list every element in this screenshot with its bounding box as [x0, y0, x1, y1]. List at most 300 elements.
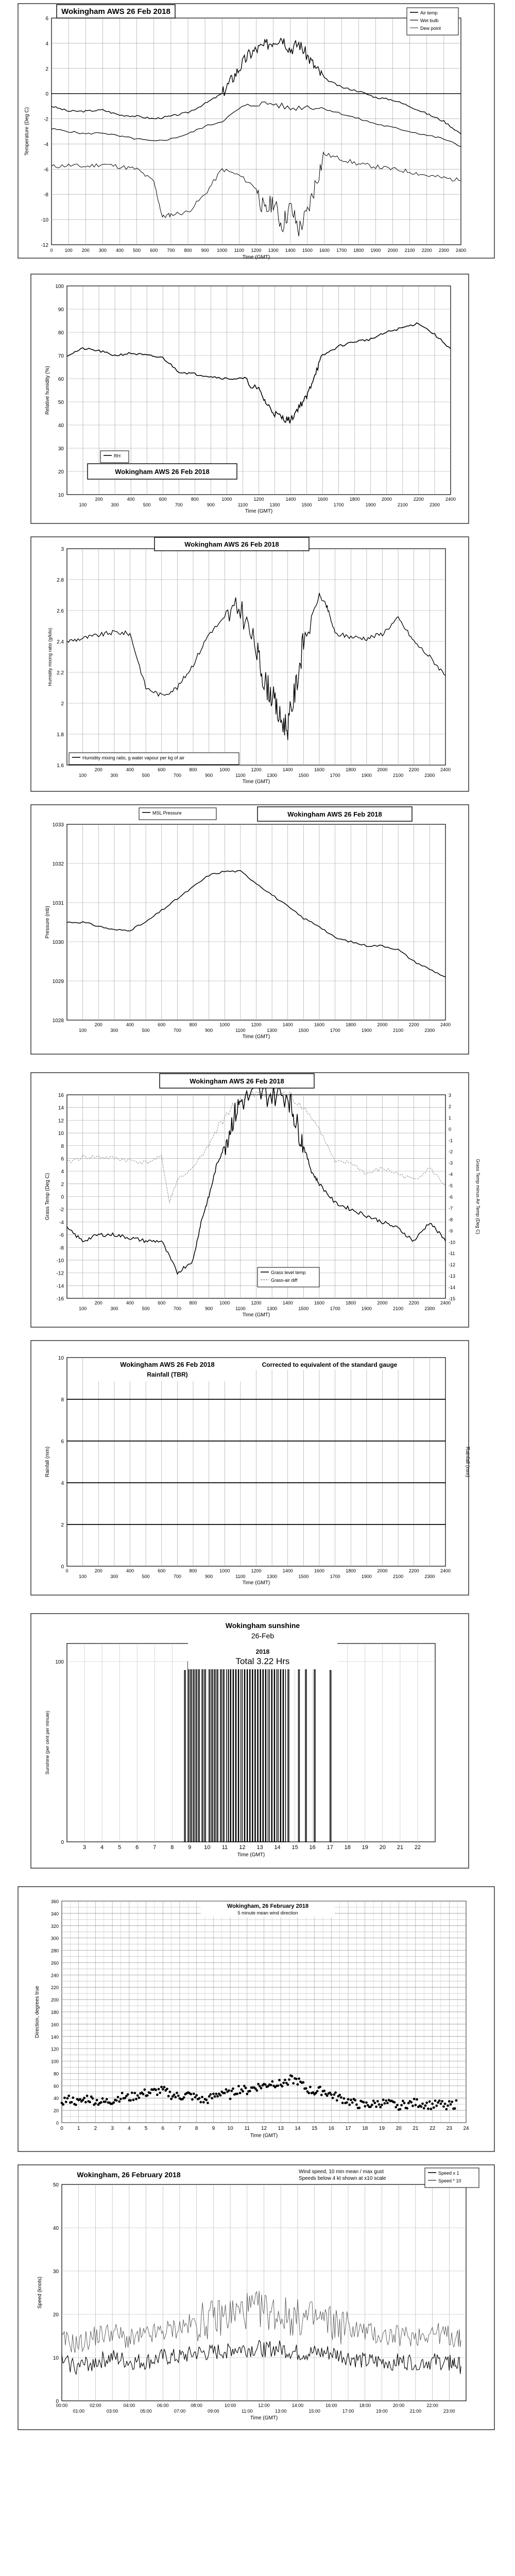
- direction-point: [373, 2102, 376, 2104]
- direction-point: [249, 2090, 251, 2092]
- y2-tick-label: -14: [449, 1285, 456, 1291]
- direction-point: [425, 2102, 428, 2104]
- x-tick-label: 2000: [381, 497, 392, 502]
- direction-point: [79, 2098, 81, 2100]
- x-tick-label: 02:00: [90, 2403, 101, 2408]
- x-tick-label: 2200: [421, 248, 432, 253]
- x-axis-label: Time (GMT): [242, 1580, 270, 1586]
- direction-point: [225, 2088, 228, 2091]
- x-tick-label: 400: [115, 248, 124, 253]
- y-tick-label: 8: [61, 1143, 64, 1149]
- x-tick-label: 1800: [346, 767, 356, 772]
- direction-point: [71, 2101, 73, 2104]
- chart-title: Wokingham AWS 26 Feb 2018: [120, 1361, 215, 1368]
- direction-point: [330, 2093, 333, 2096]
- chart-panel-4: [0, 804, 515, 1056]
- y-tick-label: 3: [61, 547, 64, 552]
- x-tick-label: 2300: [424, 1574, 435, 1579]
- direction-point: [159, 2092, 161, 2094]
- y-tick-label: 0: [56, 2121, 59, 2126]
- y-axis-label: Pressure (mb): [45, 906, 50, 939]
- x-tick-label: 2200: [408, 1300, 419, 1306]
- y2-tick-label: -10: [449, 1240, 456, 1245]
- x-tick-label: 1700: [336, 248, 347, 253]
- x-tick-label: 20: [379, 1844, 386, 1851]
- y-tick-label: 50: [58, 400, 64, 405]
- direction-point: [277, 2084, 279, 2087]
- y-tick-label: 2: [61, 1181, 64, 1188]
- direction-point: [451, 2100, 453, 2103]
- x-tick-label: 7: [153, 1844, 157, 1851]
- y-tick-label: 16: [58, 1093, 64, 1098]
- direction-point: [101, 2097, 104, 2100]
- x-tick-label: 1800: [353, 248, 364, 253]
- direction-point: [210, 2093, 212, 2096]
- chart-subtitle: 5 minute mean wind direction: [237, 1910, 298, 1916]
- direction-point: [295, 2078, 298, 2080]
- y-tick-label: 10: [58, 493, 64, 498]
- x-tick-label: 2: [94, 2126, 97, 2131]
- x-tick-label: 3: [82, 1844, 87, 1851]
- y-tick-label: 2.6: [57, 608, 64, 614]
- y-tick-label: 100: [50, 2059, 59, 2064]
- direction-point: [433, 2106, 435, 2109]
- x-tick-label: 20:00: [392, 2403, 405, 2408]
- y2-tick-label: 2: [449, 1104, 452, 1109]
- x-tick-label: 23: [446, 2126, 452, 2131]
- x-tick-label: 200: [94, 1568, 102, 1573]
- x-tick-label: 1300: [269, 502, 280, 507]
- direction-point: [239, 2092, 242, 2094]
- x-tick-label: 2300: [438, 248, 449, 253]
- direction-point: [62, 2103, 64, 2106]
- direction-point: [176, 2092, 178, 2094]
- y-tick-label: 200: [50, 1997, 59, 2003]
- x-tick-label: 1200: [251, 248, 262, 253]
- chart-subtitle: Wind speed, 10 min mean / max gust: [299, 2169, 384, 2175]
- x-tick-label: 1000: [221, 497, 232, 502]
- x-axis-label: Time (GMT): [242, 1312, 270, 1318]
- x-tick-label: 04:00: [123, 2403, 135, 2408]
- x-tick-label: 06:00: [157, 2403, 169, 2408]
- x-tick-label: 9: [212, 2126, 215, 2131]
- x-tick-label: 21:00: [409, 2409, 422, 2414]
- direction-point: [183, 2096, 185, 2099]
- chart-note: Speeds below 4 kt shown at x10 scale: [299, 2176, 386, 2181]
- direction-point: [149, 2092, 151, 2094]
- x-tick-label: 1000: [219, 767, 230, 772]
- x-tick-label: 400: [126, 1022, 134, 1027]
- y2-tick-label: -11: [449, 1251, 455, 1257]
- direction-point: [243, 2084, 246, 2087]
- y-tick-label: 70: [58, 353, 64, 359]
- chart-panel-8: [0, 1886, 515, 2154]
- legend-label: Grass-air diff: [271, 1278, 298, 1283]
- y-tick-label: 1032: [52, 861, 64, 867]
- x-tick-label: 300: [110, 1306, 118, 1311]
- direction-point: [136, 2094, 139, 2097]
- direction-point: [260, 2087, 263, 2090]
- x-tick-label: 03:00: [106, 2409, 118, 2414]
- y-tick-label: -4: [44, 142, 48, 148]
- direction-point: [216, 2095, 219, 2097]
- x-tick-label: 100: [79, 1028, 87, 1033]
- y-tick-label: 1029: [52, 979, 64, 985]
- x-tick-label: 200: [94, 767, 102, 772]
- y-tick-label: -12: [56, 1270, 64, 1277]
- chart-total: Total 3.22 Hrs: [235, 1656, 290, 1666]
- y-tick-label: 2: [61, 1522, 64, 1528]
- y-tick-label: 6: [45, 16, 48, 22]
- direction-point: [271, 2080, 273, 2083]
- x-tick-label: 1100: [235, 1306, 246, 1311]
- legend-label: RH: [114, 453, 121, 459]
- legend-label: Speed * 10: [438, 2178, 461, 2183]
- y-tick-label: 300: [50, 1936, 59, 1941]
- x-tick-label: 0: [65, 1568, 68, 1573]
- direction-point: [385, 2099, 387, 2102]
- chart-title: Wokingham AWS 26 Feb 2018: [115, 468, 210, 476]
- y-tick-label: 4: [45, 41, 48, 47]
- x-tick-label: 18:00: [359, 2403, 371, 2408]
- x-tick-label: 700: [175, 502, 183, 507]
- y-tick-label: 1.8: [57, 732, 64, 738]
- chart-svg-6: [0, 1340, 515, 1597]
- x-tick-label: 9: [188, 1844, 192, 1851]
- x-tick-label: 600: [158, 1568, 166, 1573]
- x-tick-label: 22: [430, 2126, 436, 2131]
- direction-point: [156, 2094, 159, 2096]
- x-tick-label: 12: [261, 2126, 267, 2131]
- x-tick-label: 1800: [349, 497, 360, 502]
- direction-point: [160, 2086, 163, 2088]
- direction-point: [384, 2102, 386, 2105]
- y2-tick-label: -15: [449, 1296, 456, 1301]
- direction-point: [334, 2091, 337, 2094]
- x-tick-label: 1100: [235, 773, 246, 778]
- y2-tick-label: -3: [449, 1160, 453, 1166]
- x-tick-label: 1900: [361, 773, 372, 778]
- direction-point: [199, 2101, 202, 2104]
- x-tick-label: 1300: [267, 1574, 278, 1579]
- direction-point: [358, 2107, 360, 2109]
- direction-point: [423, 2107, 425, 2110]
- x-tick-label: 01:00: [73, 2409, 84, 2414]
- legend-label: Speed x 1: [438, 2171, 459, 2176]
- y2-tick-label: -2: [449, 1149, 453, 1155]
- direction-point: [413, 2098, 416, 2100]
- y-tick-label: 20: [58, 469, 64, 475]
- direction-point: [416, 2098, 418, 2101]
- direction-point: [350, 2099, 352, 2102]
- x-tick-label: 700: [167, 248, 175, 253]
- chart-svg-5: [0, 1072, 515, 1329]
- direction-point: [72, 2096, 74, 2099]
- y-tick-label: 2.4: [57, 639, 64, 645]
- x-tick-label: 500: [142, 1306, 150, 1311]
- x-tick-label: 1600: [314, 767, 325, 772]
- direction-point: [284, 2079, 286, 2081]
- x-tick-label: 300: [111, 502, 119, 507]
- direction-point: [236, 2093, 238, 2095]
- direction-point: [255, 2089, 258, 2092]
- direction-point: [191, 2098, 194, 2101]
- direction-point: [319, 2086, 321, 2088]
- x-axis-label: Time (GMT): [242, 1034, 270, 1040]
- x-tick-label: 2100: [393, 1306, 404, 1311]
- direction-point: [292, 2082, 295, 2084]
- x-tick-label: 1000: [219, 1022, 230, 1027]
- x-tick-label: 22:00: [426, 2403, 438, 2408]
- direction-point: [112, 2101, 115, 2104]
- direction-point: [375, 2106, 377, 2108]
- x-tick-label: 1800: [346, 1300, 356, 1306]
- y-tick-label: 1031: [52, 901, 64, 906]
- direction-point: [342, 2097, 345, 2100]
- x-tick-label: 05:00: [140, 2409, 152, 2414]
- legend-label: Dew point: [420, 26, 441, 31]
- x-tick-label: 900: [207, 502, 215, 507]
- x-tick-label: 1200: [253, 497, 264, 502]
- x-tick-label: 8: [195, 2126, 198, 2131]
- x-tick-label: 23:00: [443, 2409, 455, 2414]
- direction-point: [351, 2102, 354, 2104]
- x-tick-label: 2400: [440, 1300, 451, 1306]
- direction-point: [264, 2083, 267, 2086]
- x-tick-label: 24: [463, 2126, 469, 2131]
- direction-point: [298, 2077, 300, 2080]
- y-tick-label: 20: [53, 2108, 59, 2114]
- x-tick-label: 800: [189, 1022, 197, 1027]
- x-tick-label: 1500: [301, 502, 312, 507]
- y2-tick-label: 0: [449, 1126, 452, 1132]
- direction-point: [338, 2094, 341, 2096]
- x-tick-label: 2000: [377, 1300, 388, 1306]
- direction-point: [237, 2085, 240, 2088]
- direction-point: [326, 2094, 329, 2097]
- y-tick-label: 0: [61, 1564, 64, 1570]
- x-tick-label: 4: [100, 1844, 104, 1851]
- direction-point: [427, 2108, 430, 2110]
- y-tick-label: -10: [41, 217, 48, 224]
- x-tick-label: 2000: [377, 1568, 388, 1573]
- x-tick-label: 1700: [330, 1028, 340, 1033]
- x-tick-label: 1600: [314, 1022, 325, 1027]
- chart-title: Wokingham, 26 February 2018: [227, 1903, 309, 1909]
- x-tick-label: 2100: [393, 773, 404, 778]
- chart-subtitle: 26-Feb: [251, 1632, 274, 1640]
- direction-point: [246, 2093, 248, 2095]
- y-tick-label: -8: [59, 1245, 64, 1251]
- direction-point: [142, 2093, 145, 2095]
- x-tick-label: 1700: [333, 502, 344, 507]
- x-tick-label: 2400: [440, 767, 451, 772]
- direction-point: [454, 2107, 456, 2110]
- y-tick-label: -6: [59, 1232, 64, 1239]
- direction-point: [297, 2083, 299, 2086]
- y2-tick-label: -1: [449, 1138, 453, 1143]
- y-tick-label: 180: [50, 2010, 59, 2015]
- direction-point: [202, 2101, 205, 2104]
- direction-point: [365, 2102, 368, 2104]
- direction-point: [83, 2097, 85, 2099]
- y-tick-label: -14: [56, 1283, 64, 1290]
- y-tick-label: -12: [41, 243, 48, 248]
- x-tick-label: 2200: [408, 1022, 419, 1027]
- x-tick-label: 1500: [298, 773, 309, 778]
- direction-point: [448, 2100, 451, 2103]
- y-tick-label: 14: [58, 1105, 64, 1111]
- direction-point: [162, 2088, 164, 2091]
- y-tick-label: 6: [61, 1439, 64, 1445]
- x-tick-label: 2400: [440, 1568, 451, 1573]
- direction-point: [270, 2084, 272, 2087]
- y2-tick-label: -9: [449, 1228, 453, 1234]
- x-tick-label: 1700: [330, 773, 340, 778]
- direction-point: [431, 2103, 434, 2105]
- x-tick-label: 400: [126, 1568, 134, 1573]
- x-tick-label: 1800: [346, 1022, 356, 1027]
- direction-point: [117, 2096, 119, 2098]
- x-tick-label: 900: [205, 1306, 213, 1311]
- direction-point: [428, 2100, 431, 2103]
- x-tick-label: 1600: [314, 1568, 325, 1573]
- direction-point: [396, 2104, 399, 2106]
- y-axis-label: Relative humidity (%): [45, 366, 50, 415]
- x-tick-label: 17: [345, 2126, 351, 2131]
- direction-point: [420, 2105, 422, 2108]
- y-tick-label: 120: [50, 2046, 59, 2052]
- direction-point: [219, 2094, 222, 2097]
- y-tick-label: -2: [44, 116, 48, 123]
- chart-svg-1: [0, 3, 515, 260]
- x-tick-label: 14: [295, 2126, 301, 2131]
- x-tick-label: 15: [312, 2126, 318, 2131]
- x-tick-label: 2000: [387, 248, 398, 253]
- legend-label: Air temp: [420, 10, 438, 15]
- x-tick-label: 200: [94, 1300, 102, 1306]
- x-tick-label: 1400: [282, 767, 293, 772]
- x-tick-label: 1700: [330, 1306, 340, 1311]
- x-tick-label: 2000: [377, 1022, 388, 1027]
- x-tick-label: 1200: [251, 1568, 262, 1573]
- direction-point: [146, 2094, 149, 2097]
- x-tick-label: 900: [205, 1028, 213, 1033]
- y-tick-label: -8: [44, 192, 48, 198]
- y-tick-label: 1028: [52, 1018, 64, 1024]
- y-tick-label: 40: [58, 423, 64, 429]
- chart-panel-1: [0, 3, 515, 260]
- x-tick-label: 100: [79, 1574, 87, 1579]
- x-tick-label: 500: [133, 248, 141, 253]
- y-axis-label: Humidity mixing ratio (g/kilo): [47, 628, 53, 686]
- direction-point: [166, 2088, 168, 2090]
- direction-point: [438, 2099, 441, 2102]
- x-tick-label: 300: [110, 773, 118, 778]
- direction-point: [212, 2093, 215, 2095]
- y2-tick-label: 3: [449, 1093, 452, 1098]
- y-tick-label: 0: [61, 1840, 64, 1845]
- x-tick-label: 1600: [317, 497, 328, 502]
- direction-point: [410, 2101, 413, 2104]
- x-tick-label: 300: [110, 1574, 118, 1579]
- x-tick-label: 2400: [445, 497, 456, 502]
- direction-point: [230, 2090, 233, 2092]
- x-tick-label: 900: [201, 248, 209, 253]
- direction-point: [381, 2104, 383, 2106]
- x-tick-label: 2300: [424, 1306, 435, 1311]
- direction-point: [133, 2092, 136, 2094]
- y-tick-label: 360: [50, 1899, 59, 1904]
- x-tick-label: 600: [158, 1022, 166, 1027]
- x-tick-label: 1600: [319, 248, 330, 253]
- x-tick-label: 2100: [404, 248, 415, 253]
- y-tick-label: 6: [61, 1156, 64, 1162]
- y-axis-label: Direction, degrees true: [35, 1986, 40, 2038]
- direction-point: [115, 2099, 118, 2102]
- x-tick-label: 1900: [365, 502, 376, 507]
- y-tick-label: 2.8: [57, 578, 64, 583]
- chart-svg-9: [0, 2164, 515, 2432]
- chart-panel-6: [0, 1340, 515, 1597]
- chart-panel-9: [0, 2164, 515, 2432]
- y-tick-label: 1030: [52, 940, 64, 945]
- direction-point: [442, 2105, 445, 2108]
- x-tick-label: 1800: [346, 1568, 356, 1573]
- y-tick-label: 80: [58, 330, 64, 336]
- x-tick-label: 500: [142, 773, 150, 778]
- y-axis-label: Temperature (Deg C): [24, 107, 30, 156]
- y2-axis-label: Rainfall (mm): [465, 1446, 470, 1478]
- direction-point: [168, 2091, 171, 2093]
- x-tick-label: 6: [161, 2126, 165, 2131]
- direction-point: [376, 2100, 379, 2103]
- x-tick-label: 1400: [285, 248, 296, 253]
- y-tick-label: -2: [59, 1207, 64, 1213]
- direction-point: [372, 2099, 375, 2102]
- panel-border: [31, 1073, 469, 1327]
- direction-point: [394, 2106, 397, 2109]
- direction-point: [100, 2101, 102, 2104]
- x-tick-label: 17: [327, 1844, 333, 1851]
- chart-panel-2: [0, 273, 515, 526]
- direction-point: [198, 2097, 201, 2099]
- y-tick-label: 100: [55, 284, 64, 290]
- x-tick-label: 1300: [267, 1028, 278, 1033]
- y2-axis-label: Grass Temp minus Air Temp (Deg C): [475, 1159, 480, 1234]
- y-tick-label: 260: [50, 1960, 59, 1966]
- x-tick-label: 1000: [219, 1300, 230, 1306]
- y-tick-label: 50: [53, 2182, 59, 2188]
- direction-point: [414, 2104, 417, 2107]
- x-tick-label: 1500: [298, 1028, 309, 1033]
- x-tick-label: 2100: [393, 1574, 404, 1579]
- x-tick-label: 600: [158, 1300, 166, 1306]
- x-tick-label: 20: [396, 2126, 402, 2131]
- direction-point: [282, 2081, 285, 2084]
- x-axis-label: Time (GMT): [250, 2133, 278, 2139]
- x-tick-label: 17:00: [342, 2409, 354, 2414]
- x-tick-label: 1400: [282, 1300, 293, 1306]
- direction-point: [455, 2099, 458, 2102]
- direction-point: [224, 2092, 226, 2094]
- x-tick-label: 800: [184, 248, 192, 253]
- y-tick-label: 240: [50, 1973, 59, 1978]
- y-tick-label: 60: [58, 377, 64, 382]
- direction-point: [354, 2099, 356, 2102]
- y2-tick-label: -6: [449, 1194, 453, 1200]
- direction-point: [316, 2090, 319, 2093]
